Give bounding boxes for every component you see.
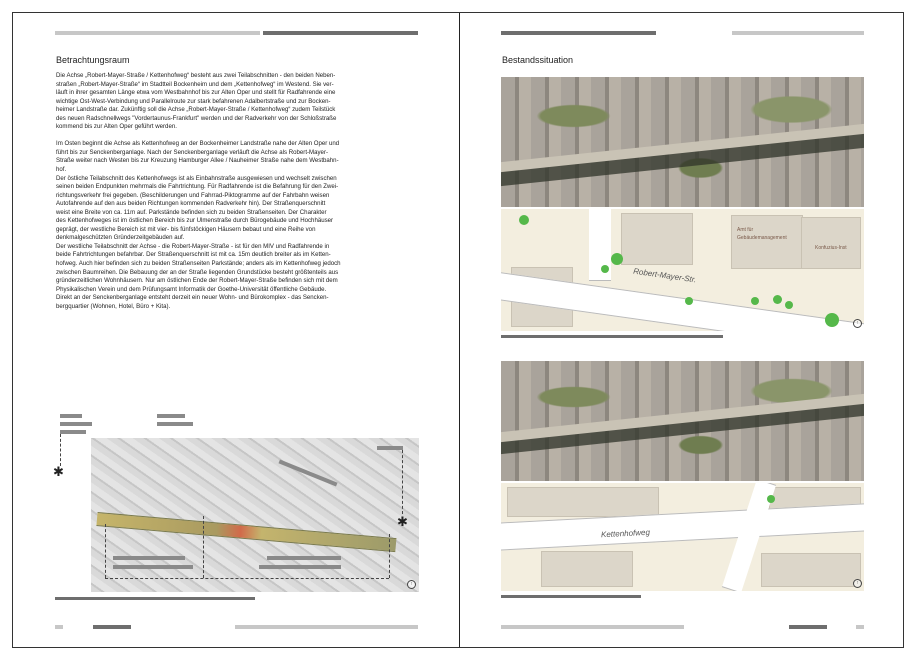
label-placeholder-bar (267, 556, 341, 560)
paragraph-line: Autofahrende auf den aus beiden Richtungen kommenden Radverkehr hin). Der Straßenquerschnitt (56, 200, 326, 208)
building-block (621, 213, 693, 265)
extent-line (203, 516, 204, 578)
document-spread (12, 12, 904, 648)
caption-bar (501, 595, 641, 598)
street-label: Robert-Mayer-Str. (632, 266, 697, 285)
label-placeholder-bar (113, 565, 193, 569)
paragraph-line: Der westliche Teilabschnitt der Achse - die Robert-Mayer-Straße - ist für den MIV und Radfahrende in (56, 242, 330, 250)
paragraph-line: Die Achse „Robert-Mayer-Straße / Kettenhofweg“ besteht aus zwei Teilabschnitten - den beiden Neben- (56, 72, 336, 79)
paragraph-line: gründerzeitlichen Wohnhäusern. Nur am östlichen Ende der Robert-Mayer-Straße befinden sich mit dem (56, 277, 338, 285)
paragraph-line: läuft in ihrer gesamten Länge etwa vom Westbahnhof bis zur Alten Oper und stellt für Radfahrende eine (56, 89, 336, 97)
footer-bar-dark (789, 625, 827, 629)
tree (785, 301, 793, 309)
plan-map-robert-mayer (501, 209, 864, 331)
footer-page-marker (856, 625, 864, 629)
paragraph-line: beide Fahrtrichtungen befahrbar. Der Straßenquerschnitt ist mit ca. 15m deutlich breiter als im Ketten- (56, 251, 331, 259)
paragraph-line: Physikalischen Verein und dem Prüfungsamt Informatik der Goethe-Universität öffentliche Gebäude. (56, 285, 327, 293)
leader-line (60, 434, 61, 466)
label-placeholder-bar (259, 565, 341, 569)
header-bar-light (732, 31, 864, 35)
asterisk-marker-icon: ✱ (397, 514, 408, 529)
tree (825, 313, 839, 327)
caption-bar (501, 335, 723, 338)
label-placeholder-bar (60, 430, 86, 434)
label-placeholder-bar (377, 446, 403, 450)
paragraph-line: bergquartier (Wohnen, Hotel, Büro + Kita). (56, 302, 171, 310)
paragraph-line: zwischen Baumreihen. Die Bebauung der an der Straße liegenden Grundstücke besteht größtenteils aus (56, 268, 339, 276)
paragraph-line: seinen beiden Endpunkten mehrmals die Fahrtrichtung. Für Radfahrende ist die Befahrung für den Zwei- (56, 183, 339, 191)
extent-line (105, 524, 106, 578)
page-gutter (459, 13, 460, 647)
left-page-body (56, 72, 422, 311)
paragraph-line: heimer Landstraße dar. Zukünftig soll die Achse „Robert-Mayer-Straße / Kettenhofweg“ zudem Teilstück (56, 106, 336, 114)
label-placeholder-bar (157, 414, 185, 418)
right-page-heading: Bestandssituation (502, 55, 574, 65)
paragraph-line: des Kettenhofweges ist im östlichen Bereich bis zur Ulmenstraße durch Bürogebäude und Hochhäuser (56, 217, 334, 225)
extent-line (105, 578, 389, 579)
aerial-photo-robert-mayer (501, 77, 864, 207)
asterisk-marker-icon: ✱ (53, 464, 64, 479)
map-label: Amt für (737, 227, 754, 233)
footer-bar-light (501, 625, 684, 629)
paragraph-line: wichtige Ost-West-Verbindung und Parallelroute zur stark befahrenen Adalbertstraße und zur Bocken- (56, 97, 331, 105)
paragraph-line: straßen „Robert-Mayer-Straße“ im Stadtteil Bockenheim und dem „Kettenhofweg“ im Westend. Sie ver- (56, 80, 334, 88)
paragraph-line: richtungsverkehr frei gegeben. (Beschilderungen und Fahrrad-Piktogramme auf der Fahrbahn weisen (56, 191, 330, 199)
label-placeholder-bar (113, 556, 185, 560)
paragraph-line: weist eine Breite von ca. 11m auf. Parkstände befinden sich zu beiden Straßenseiten. Der Charakter (56, 208, 327, 216)
north-arrow-icon: ↑ (853, 579, 862, 588)
map-label: Gebäudemanagement (737, 235, 787, 241)
north-arrow-icon: ↑ (407, 580, 416, 589)
label-placeholder-bar (60, 414, 82, 418)
tree (601, 265, 609, 273)
street-label: Kettenhofweg (600, 527, 651, 540)
north-arrow-icon: ↑ (853, 319, 862, 328)
footer-bar-dark (93, 625, 131, 629)
header-bar-dark (263, 31, 418, 35)
map-label: Konfuzius-Inst (815, 245, 847, 251)
label-placeholder-bar (279, 460, 338, 487)
plan-map-kettenhofweg (501, 483, 864, 591)
paragraph-line: denkmalgeschützten Gründerzeitgebäuden auf. (56, 234, 185, 242)
aerial-photo-kettenhofweg (501, 361, 864, 481)
leader-line (402, 450, 403, 514)
building-block (731, 215, 803, 269)
paragraph-line: Direkt an der Senckenberganlage entsteht derzeit ein neuer Wohn- und Bürokomplex - das Sencken- (56, 294, 329, 302)
building-block (507, 487, 659, 517)
paragraph-line: geprägt, der westliche Bereich ist mit vier- bis fünfstöckigen Häusern bebaut und eine Reihe von (56, 225, 316, 233)
paragraph-line: Straße weiter nach Westen bis zur Kreuzung Hamburger Allee / Nauheimer Straße nahe dem Westbahn- (56, 157, 339, 165)
tree (685, 297, 693, 305)
building-block (801, 217, 861, 269)
extent-line (389, 534, 390, 578)
footer-bar-light (235, 625, 418, 629)
tree (773, 295, 782, 304)
paragraph-line: führt bis zur Senckenberganlage. Nach der Senckenberganlage verläuft die Achse als Robert-Mayer- (56, 148, 329, 156)
paragraph-line: hof. (56, 166, 67, 174)
header-bar-light (55, 31, 260, 35)
caption-bar (55, 597, 255, 600)
tree (519, 215, 529, 225)
building-block (541, 551, 633, 587)
tree (751, 297, 759, 305)
tree (767, 495, 775, 503)
corridor-overlay (96, 512, 396, 552)
left-page-heading: Betrachtungsraum (56, 55, 130, 65)
paragraph-line: des neuen Radschnellwegs "Vordertaunus-Frankfurt" werden und der Radverkehr von der Schloßstraße (56, 114, 337, 122)
building-block (761, 553, 861, 587)
label-placeholder-bar (157, 422, 193, 426)
paragraph-line: kommend bis zur Alten Oper geführt werden. (56, 123, 177, 131)
paragraph-line: Der östliche Teilabschnitt des Kettenhofwegs ist als Einbahnstraße ausgewiesen und wechselt zwischen (56, 174, 337, 182)
tree (611, 253, 623, 265)
paragraph-line: Im Osten beginnt die Achse als Kettenhofweg an der Bockenheimer Landstraße nahe der Alten Oper und (56, 140, 340, 148)
paragraph-line: hofweg. Auch hier befinden sich zu beiden Straßenseiten Parkstände; anders als im Kettenhofweg jedoch (56, 260, 341, 268)
header-bar-dark (501, 31, 656, 35)
label-placeholder-bar (60, 422, 92, 426)
overview-map-image (91, 438, 419, 592)
footer-page-marker (55, 625, 63, 629)
